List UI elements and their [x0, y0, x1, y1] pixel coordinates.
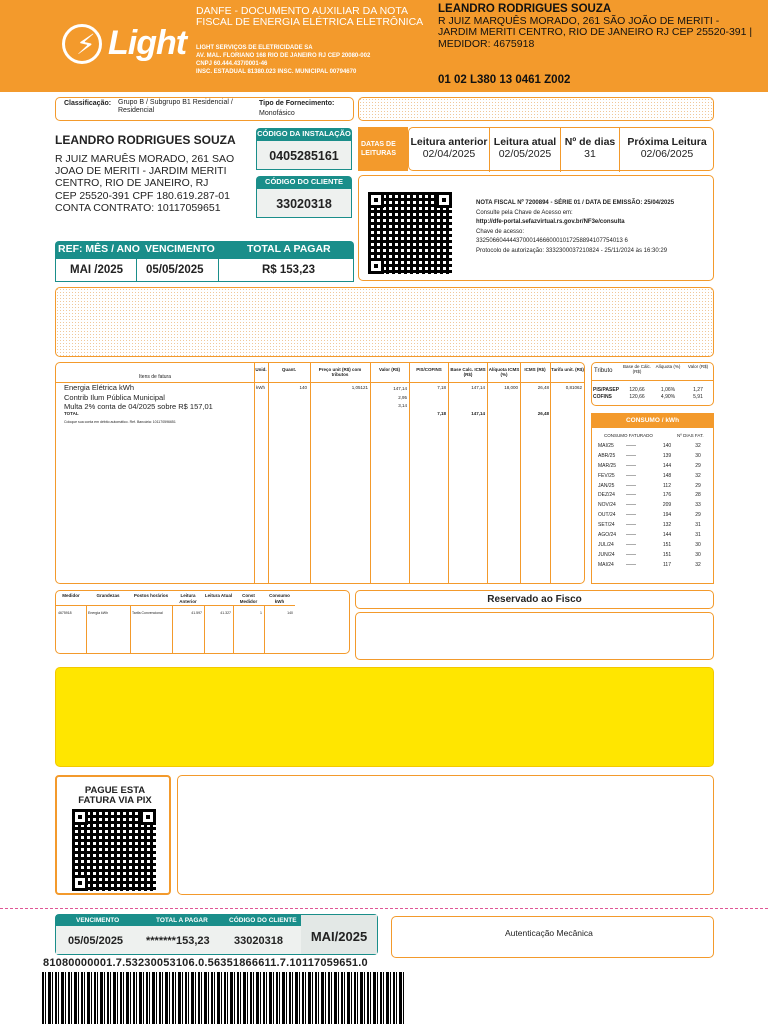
total-pis: 7,18 — [437, 411, 446, 416]
consumo-month: MAI/25 — [598, 442, 614, 449]
meter-header: Postos horários — [133, 593, 169, 598]
consumo-dash: —— — [626, 492, 636, 499]
meter-cell: 41.327 — [220, 611, 231, 615]
company-line: LIGHT SERVIÇOS DE ELETRICIDADE SA — [196, 45, 313, 51]
consumo-days: 31 — [695, 531, 701, 538]
item-aliq: 18,000 — [504, 385, 518, 390]
item-pis: 7,18 — [437, 385, 446, 390]
consumo-row — [598, 560, 710, 570]
nf-key-label: Chave de acesso: — [476, 228, 525, 235]
previous-reading-value: 02/04/2025 — [422, 148, 476, 160]
consumo-value: 209 — [662, 502, 672, 509]
consumo-value: 194 — [662, 512, 672, 519]
consumo-dash: —— — [626, 472, 636, 479]
consumo-days: 30 — [695, 541, 701, 548]
tributo-name: COFINS — [593, 394, 612, 400]
meter-cell: 1 — [260, 611, 262, 615]
item-total-label: TOTAL — [64, 411, 79, 416]
client-code-value: 33020318 — [256, 188, 352, 218]
company-line: AV. MAL. FLORIANO 168 RIO DE JANEIRO RJ CEP 20080-002 — [196, 53, 371, 59]
days-label: Nº de dias — [564, 136, 616, 148]
pix-qr-code-icon[interactable] — [72, 809, 156, 891]
consumo-days: 33 — [695, 502, 701, 509]
auth-label: Autenticação Mecânica — [505, 928, 593, 938]
consumo-title: CONSUMO / kWh — [592, 414, 713, 428]
consumo-dash: —— — [626, 462, 636, 469]
summary-values — [55, 258, 354, 282]
item-icms: 26,48 — [537, 385, 549, 390]
consumo-month: SET/24 — [598, 522, 615, 529]
consumo-dash: —— — [626, 551, 636, 558]
items-header-icms: ICMS (R$) — [524, 367, 546, 372]
consumo-row — [598, 520, 710, 530]
previous-reading-label: Leitura anterior — [410, 136, 488, 148]
item-base: 147,14 — [471, 385, 485, 390]
tributo-aliq: 4,90% — [660, 394, 676, 400]
total-value: R$ 153,23 — [262, 264, 316, 276]
consumo-month: ABR/25 — [598, 452, 616, 459]
address-line: CONTA CONTRATO: 10117059651 — [55, 201, 221, 214]
current-reading-value: 02/05/2025 — [498, 148, 552, 160]
customer-address — [55, 153, 255, 214]
consumo-row — [598, 441, 710, 451]
items-header-pis: PIS/COFINS — [416, 367, 442, 372]
consumo-dash: —— — [626, 452, 636, 459]
item-tariff: 0,81062 — [565, 385, 582, 390]
consumo-month: OUT/24 — [598, 512, 616, 519]
meter-grid — [56, 591, 349, 653]
consumo-dash: —— — [626, 522, 636, 529]
consumo-row — [598, 510, 710, 520]
fisco-body — [355, 612, 714, 660]
tributo-header-base: Base de Cálc. (R$) — [622, 364, 651, 374]
due-value: 05/05/2025 — [146, 264, 204, 276]
header-customer-address: R JUIZ MARQUÊS MORADO, 261 SÃO JOÃO DE MERITI - JARDIM MERITI CENTRO, RIO DE JANEIRO RJ CEP 25520-391 | MEDIDOR: 4675918 — [438, 14, 753, 50]
meter-divider — [264, 605, 265, 653]
total-label: TOTAL A PAGAR — [247, 243, 331, 255]
nf-key: 33250660444437000146660001017258894107754013 6 — [476, 238, 628, 244]
items-header-aliq: Alíquota ICMS (%) — [488, 367, 520, 377]
tributo-value: 1,27 — [693, 387, 703, 393]
supply-value: Monofásico — [259, 110, 295, 117]
consumo-value: 151 — [662, 551, 672, 558]
ref-label: REF: MÊS / ANO — [58, 243, 140, 255]
consumo-value: 140 — [662, 442, 672, 449]
consumo-days: 29 — [695, 462, 701, 469]
items-table — [55, 362, 585, 584]
item-qty: 140 — [299, 385, 307, 390]
due-label: VENCIMENTO — [145, 243, 215, 255]
stub-header — [56, 915, 301, 926]
nota-fiscal-text — [476, 199, 714, 256]
meter-divider — [86, 605, 87, 653]
item-price: 1,05121 — [351, 385, 368, 390]
consumo-days: 30 — [695, 452, 701, 459]
ref-value: MAI /2025 — [70, 264, 124, 276]
stub-due-label: VENCIMENTO — [76, 917, 120, 924]
consumo-row — [598, 490, 710, 500]
consumo-row — [598, 550, 710, 560]
items-header-base: Base Calc. ICMS (R$) — [450, 367, 486, 377]
consumo-days: 28 — [695, 492, 701, 499]
meter-cell: 140 — [287, 611, 293, 615]
nota-fiscal-box — [358, 175, 714, 281]
classification-box — [55, 97, 354, 121]
tributo-value: 5,91 — [693, 394, 703, 400]
consumo-value: 144 — [662, 462, 672, 469]
address-line: JOAO DE MERITI - JARDIM MERITI — [55, 165, 227, 178]
pix-box — [55, 775, 171, 895]
item-desc: Energia Elétrica kWh — [64, 383, 135, 392]
item-unit: kWh — [256, 385, 265, 390]
client-code-label: CÓDIGO DO CLIENTE — [256, 176, 352, 188]
nf-consult: Consulte pela Chave de Acesso em: — [476, 209, 573, 216]
items-descriptions — [64, 383, 213, 412]
consumo-month: AGO/24 — [598, 531, 617, 538]
consumo-days: 30 — [695, 551, 701, 558]
account-code: 01 02 L380 13 0461 Z002 — [438, 74, 571, 86]
consumo-dash: —— — [626, 512, 636, 519]
installation-value: 0405285161 — [256, 140, 352, 170]
total-base: 147,14 — [471, 411, 485, 416]
item-values — [371, 385, 407, 411]
consumo-value: 144 — [662, 531, 672, 538]
tributo-aliq: 1,06% — [660, 387, 676, 393]
meter-header: Const Medidor — [239, 593, 258, 604]
consumo-dash: —— — [626, 482, 636, 489]
consumo-month: JUL/24 — [598, 541, 614, 548]
consumo-dash: —— — [626, 561, 636, 568]
stub-due-value: 05/05/2025 — [68, 935, 124, 947]
consumo-dash: —— — [626, 541, 636, 548]
consumo-days: 32 — [695, 442, 701, 449]
class-label: Classificação: — [64, 100, 112, 107]
items-header-tariff: Tarifa unit. (R$) — [551, 367, 584, 372]
message-box — [55, 287, 714, 357]
tributo-aliqs — [654, 387, 682, 401]
stub-client-value: 33020318 — [234, 935, 283, 947]
blank-box — [177, 775, 714, 895]
tributo-bases — [621, 387, 653, 401]
consumo-days: 32 — [695, 472, 701, 479]
lightning-icon: ⚡ — [76, 28, 96, 61]
blank-dotted-box — [358, 97, 714, 121]
consumo-value: 176 — [662, 492, 672, 499]
consumo-month: JUN/24 — [598, 551, 615, 558]
item-desc: Multa 2% conta de 04/2025 sobre R$ 157,01 — [64, 402, 213, 411]
consumo-row — [598, 461, 710, 471]
address-line: R JUIZ MARUÊS MORADO, 261 SAO — [55, 153, 235, 165]
nf-url[interactable]: http://dfe-portal.sefazvirtual.rs.gov.br/NF3e/consulta — [476, 219, 625, 225]
readings-box — [408, 127, 714, 171]
meter-cell: Tarifa Convencional — [132, 611, 163, 615]
dates-label: DATAS DE LEITURAS — [358, 127, 408, 171]
meter-header: Consumo kWh — [269, 593, 290, 604]
item-value: 3,14 — [398, 403, 407, 408]
tributo-names — [593, 387, 619, 401]
barcode-icon — [42, 972, 404, 1024]
consumo-dash: —— — [626, 442, 636, 449]
stub-ref: MAI/2025 — [301, 915, 377, 954]
consumo-rows — [598, 441, 710, 570]
consumo-month: JAN/25 — [598, 482, 615, 489]
meter-cell: Energia kWh — [88, 611, 109, 615]
customer-name: LEANDRO RODRIGUES SOUZA — [55, 133, 236, 147]
consumo-dash: —— — [626, 502, 636, 509]
header-customer-name: LEANDRO RODRIGUES SOUZA — [438, 3, 612, 15]
consumo-value: 132 — [662, 522, 672, 529]
stub-total-label: TOTAL A PAGAR — [156, 917, 208, 924]
item-value: 2,95 — [398, 394, 407, 400]
tributo-header: Tributo — [594, 368, 613, 374]
digitable-line[interactable]: 81080000001.7.53230053106.0.56351866611.7.10117059651.0 — [43, 957, 368, 969]
consumo-row — [598, 481, 710, 491]
yellow-banner — [55, 667, 714, 767]
tributo-header-aliq: Alíquota (%) — [655, 364, 681, 369]
consumo-month: FEV/25 — [598, 472, 615, 479]
auth-box — [391, 916, 714, 958]
meter-divider — [204, 605, 205, 653]
nfe-qr-code-icon — [368, 192, 452, 274]
days-value: 31 — [584, 148, 596, 160]
class-value: Grupo B / Subgrupo B1 Residencial / Residencial — [118, 99, 233, 114]
consumo-dash: —— — [626, 531, 636, 538]
consumo-days: 32 — [695, 561, 701, 568]
tributo-header-value: Valor (R$) — [687, 364, 709, 369]
consumo-row — [598, 451, 710, 461]
items-note: Coloque sua conta em débito automático. Ref. Bancária: 101170596651 — [64, 420, 176, 424]
items-header-unit: Unid. — [255, 367, 267, 372]
consumo-days: 31 — [695, 522, 701, 529]
consumo-col2: Nº DIAS FAT. — [677, 433, 704, 438]
meter-header: Grandezas — [96, 593, 120, 598]
consumo-days: 29 — [695, 512, 701, 519]
meter-table — [55, 590, 350, 654]
item-value: 147,14 — [393, 386, 407, 391]
company-line: CNPJ 60.444.437/0001-46 — [196, 61, 268, 67]
consumo-days: 29 — [695, 482, 701, 489]
address-line: CENTRO, RIO DE JANEIRO, RJ — [55, 177, 209, 190]
company-info — [196, 44, 396, 76]
current-reading-label: Leitura atual — [493, 136, 557, 148]
tributo-values — [683, 387, 713, 401]
danfe-title: DANFE - DOCUMENTO AUXILIAR DA NOTA FISCAL DE ENERGIA ELÉTRICA ELETRÔNICA — [196, 5, 424, 28]
meter-header: Leitura Anterior — [179, 593, 197, 604]
consumo-value: 148 — [662, 472, 672, 479]
consumo-value: 112 — [663, 482, 671, 489]
supply-label: Tipo de Fornecimento: — [259, 100, 335, 107]
consumo-box — [591, 413, 714, 584]
consumo-row — [598, 530, 710, 540]
company-line: INSC. ESTADUAL 81380.023 INSC. MUNICIPAL 00794670 — [196, 69, 357, 75]
meter-cell: 4675918 — [58, 611, 72, 615]
fisco-header — [355, 590, 714, 609]
pix-title: PAGUE ESTA FATURA VIA PIX — [78, 785, 152, 806]
consumo-month: NOV/24 — [598, 502, 616, 509]
cut-line — [0, 908, 768, 909]
meter-divider — [130, 605, 131, 653]
address-line: CEP 25520-391 CPF 180.619.287-01 — [55, 189, 230, 202]
nf-number: NOTA FISCAL Nº 7200894 - SÉRIE 01 / DATA DE EMISSÃO: 25/04/2025 — [476, 200, 675, 206]
next-reading-label: Próxima Leitura — [627, 136, 707, 148]
items-header-desc: Itens de fatura — [139, 374, 171, 380]
tributo-base: 120,66 — [629, 387, 645, 393]
consumo-col1: CONSUMO FATURADO — [604, 433, 653, 438]
tributo-name: PIS/PASEP — [593, 387, 620, 393]
consumo-row — [598, 471, 710, 481]
tributos-table — [591, 362, 714, 406]
meter-header-line — [56, 605, 295, 606]
consumo-row — [598, 500, 710, 510]
item-desc: Contrib Ilum Pública Municipal — [64, 392, 165, 402]
summary-header — [55, 241, 354, 258]
items-header-qty: Quant. — [281, 367, 297, 372]
stub-client-label: CÓDIGO DO CLIENTE — [229, 917, 297, 924]
consumo-value: 139 — [662, 452, 672, 459]
meter-header: Medidor — [62, 593, 80, 598]
meter-divider — [172, 605, 173, 653]
meter-divider — [233, 605, 234, 653]
logo-text: Light — [108, 24, 187, 62]
consumo-month: MAR/25 — [598, 462, 617, 469]
stub-box — [55, 914, 378, 955]
consumo-value: 151 — [662, 541, 672, 548]
consumo-value: 117 — [663, 561, 671, 568]
items-header-value: Valor (R$) — [378, 367, 400, 372]
stub-total-value: *******153,23 — [146, 935, 210, 947]
meter-cell: 41.597 — [191, 611, 202, 615]
items-header-price: Preço unit (R$) com tributos — [318, 367, 362, 377]
consumo-row — [598, 540, 710, 550]
consumo-month: MAI/24 — [598, 561, 614, 568]
tributo-base: 120,66 — [629, 394, 645, 400]
consumo-month: DEZ/24 — [598, 492, 615, 499]
nf-protocol: Protocolo de autorização: 3332300037210824 - 25/11/2024 às 16:30:29 — [476, 247, 668, 254]
stub-values — [56, 926, 301, 954]
meter-header: Leitura Atual — [204, 593, 233, 598]
header-customer — [438, 4, 758, 50]
total-icms: 26,48 — [537, 411, 549, 416]
next-reading-value: 02/06/2025 — [640, 148, 694, 160]
fisco-title: Reservado ao Fisco — [487, 594, 582, 605]
installation-label: CÓDIGO DA INSTALAÇÃO — [257, 129, 351, 138]
